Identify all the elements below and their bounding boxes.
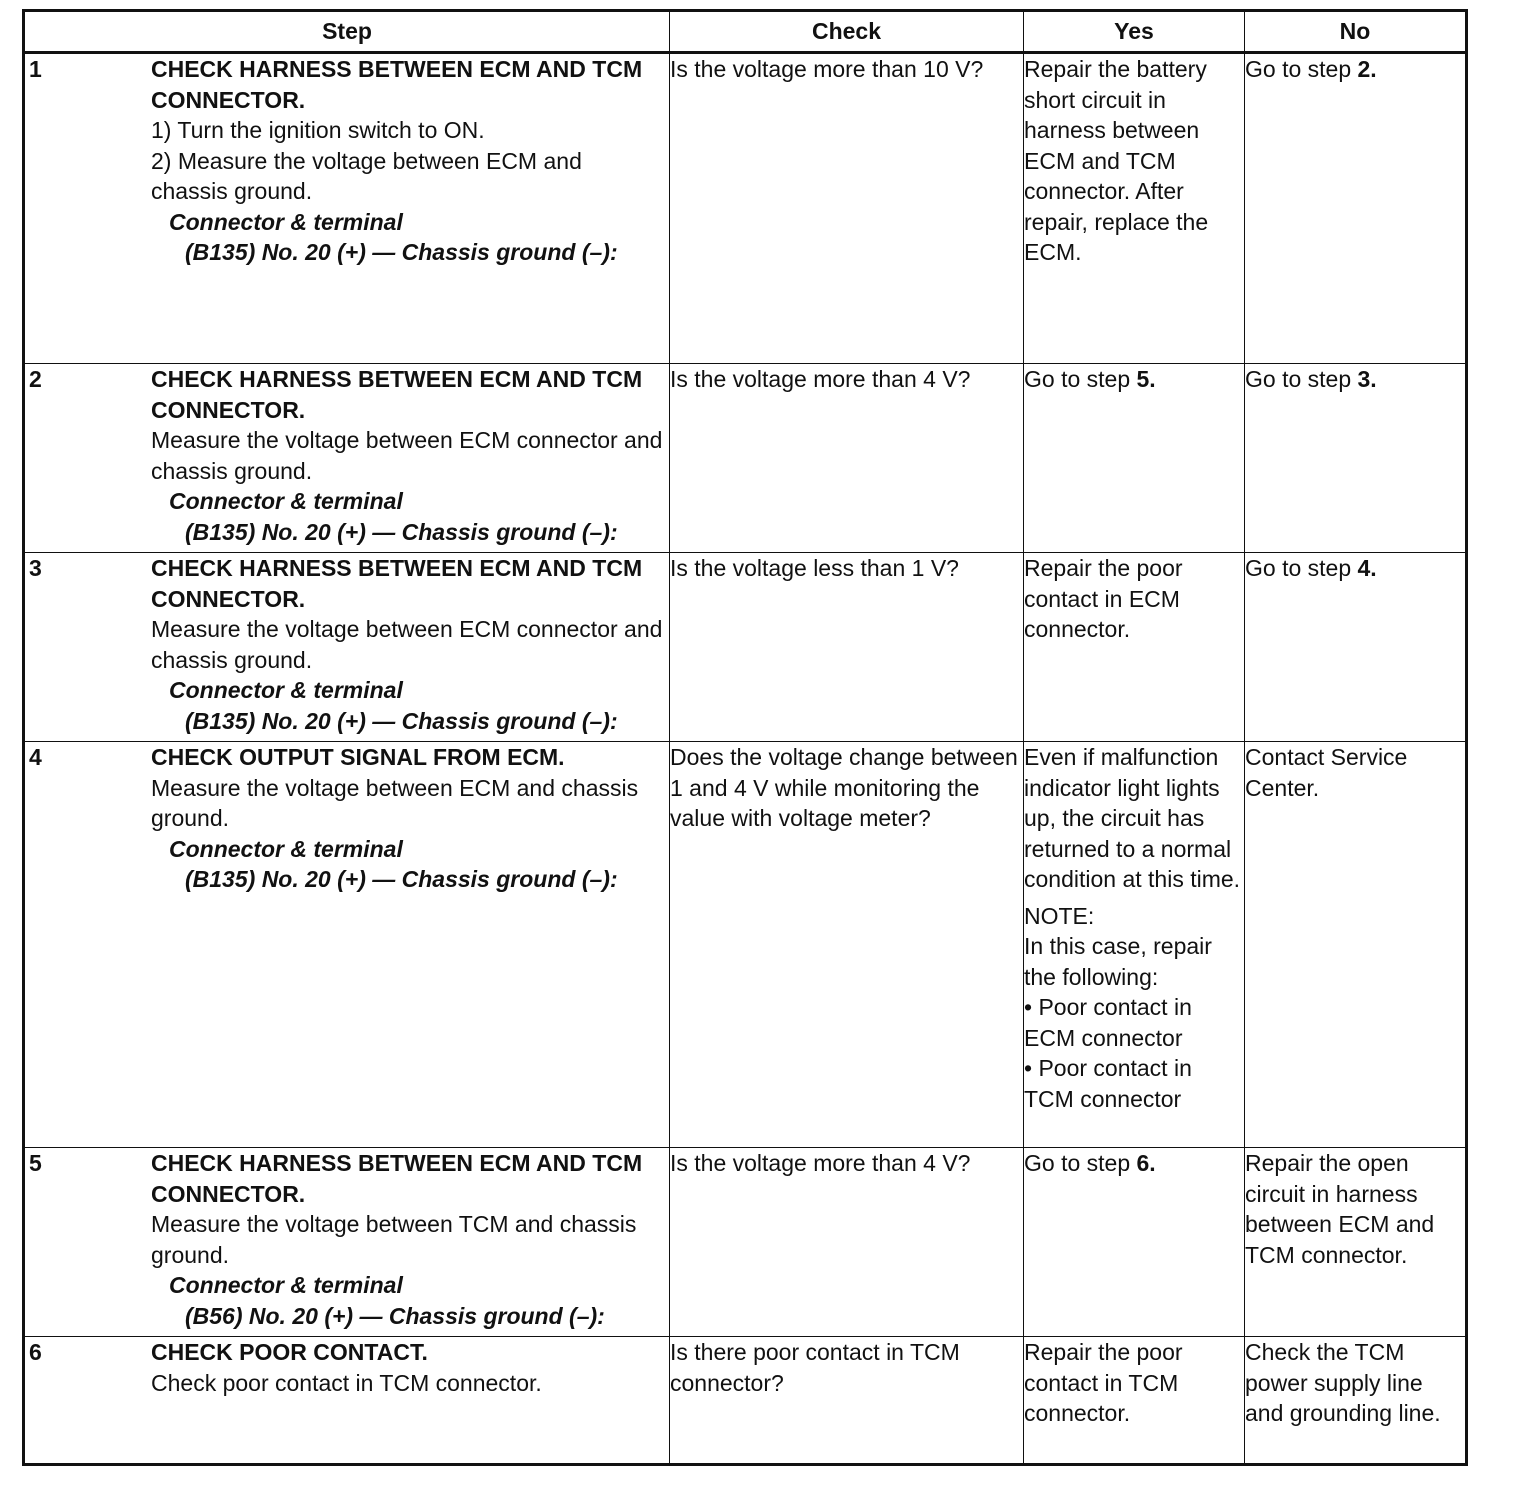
no-prefix: Go to step (1245, 56, 1358, 82)
no-cell: Repair the open circuit in harness between ECM and TCM connector. (1245, 1148, 1467, 1337)
table-row (24, 553, 1467, 742)
check-cell: Does the voltage change between 1 and 4 V while monitoring the value with voltage meter? (670, 742, 1024, 1148)
check-cell: Is the voltage more than 4 V? (670, 364, 1024, 553)
no-cell (1245, 364, 1467, 553)
step-number: 4 (29, 744, 42, 770)
yes-text: Even if malfunction indicator light lights up, the circuit has returned to a normal condition at this time. (1024, 744, 1241, 892)
yes-cell (1024, 364, 1245, 553)
no-step-ref: 3. (1357, 366, 1377, 392)
table-row (24, 53, 1467, 364)
yes-prefix: Go to step (1024, 366, 1137, 392)
step-cell (24, 53, 670, 364)
step-title: CHECK HARNESS BETWEEN ECM AND TCM CONNECTOR. (151, 56, 643, 113)
step-line: 2) Measure the voltage between ECM and chassis ground. (151, 147, 582, 204)
header-yes: Yes (1024, 11, 1245, 53)
table-row (24, 1337, 1467, 1465)
step-number: 1 (29, 56, 42, 82)
header-no: No (1245, 11, 1467, 53)
note-label: NOTE: (1024, 902, 1095, 929)
no-prefix: Go to step (1245, 555, 1358, 581)
step-title: CHECK HARNESS BETWEEN ECM AND TCM CONNECTOR. (151, 366, 643, 423)
step-line: Measure the voltage between ECM and chassis ground. (151, 774, 639, 831)
no-prefix: Go to step (1245, 366, 1358, 392)
step-cell (24, 1337, 670, 1465)
table-row (24, 1148, 1467, 1337)
step-number: 3 (29, 555, 42, 581)
table-row (24, 364, 1467, 553)
step-line: Check poor contact in TCM connector. (151, 1369, 542, 1396)
step-title: CHECK HARNESS BETWEEN ECM AND TCM CONNECTOR. (151, 1150, 643, 1207)
step-line: Measure the voltage between ECM connector and chassis ground. (151, 427, 663, 484)
check-cell: Is there poor contact in TCM connector? (670, 1337, 1024, 1465)
yes-step-ref: 5. (1136, 366, 1156, 392)
bullet-item: • Poor contact in ECM connector (1024, 994, 1192, 1051)
check-cell: Is the voltage more than 4 V? (670, 1148, 1024, 1337)
step-title: CHECK OUTPUT SIGNAL FROM ECM. (151, 744, 565, 770)
step-title: CHECK HARNESS BETWEEN ECM AND TCM CONNECTOR. (151, 555, 643, 612)
yes-step-ref: 6. (1136, 1150, 1156, 1176)
no-step-ref: 2. (1357, 56, 1377, 82)
bullet-item: • Poor contact in TCM connector (1024, 1055, 1192, 1112)
connector-terminal-label: Connector & terminal (169, 488, 403, 514)
connector-terminal-label: Connector & terminal (169, 1272, 403, 1298)
yes-prefix: Go to step (1024, 1150, 1137, 1176)
step-line: Measure the voltage between TCM and chassis ground. (151, 1211, 637, 1268)
step-number: 5 (29, 1150, 42, 1176)
step-cell (24, 553, 670, 742)
yes-cell: Repair the poor contact in TCM connector. (1024, 1337, 1245, 1465)
yes-cell (1024, 742, 1245, 1148)
step-cell (24, 1148, 670, 1337)
note-text: In this case, repair the following: (1024, 933, 1212, 990)
connector-terminal-value: (B56) No. 20 (+) — Chassis ground (–): (185, 1302, 605, 1329)
no-cell: Check the TCM power supply line and grounding line. (1245, 1337, 1467, 1465)
connector-terminal-label: Connector & terminal (169, 208, 403, 235)
header-check: Check (670, 11, 1024, 53)
step-number: 2 (29, 366, 42, 392)
step-cell (24, 742, 670, 1148)
yes-cell: Repair the poor contact in ECM connector. (1024, 553, 1245, 742)
no-step-ref: 4. (1357, 555, 1377, 581)
step-number: 6 (29, 1339, 42, 1365)
yes-cell (1024, 1148, 1245, 1337)
no-cell (1245, 553, 1467, 742)
header-row (24, 11, 1467, 53)
connector-terminal-value: (B135) No. 20 (+) — Chassis ground (–): (185, 239, 618, 265)
connector-terminal-label: Connector & terminal (169, 677, 403, 703)
connector-terminal-label: Connector & terminal (169, 835, 403, 862)
no-cell (1245, 53, 1467, 364)
diagnostic-table (22, 9, 1468, 1466)
yes-cell: Repair the battery short circuit in harness between ECM and TCM connector. After repair, replace the ECM. (1024, 53, 1245, 364)
connector-terminal-value: (B135) No. 20 (+) — Chassis ground (–): (185, 707, 618, 734)
step-cell (24, 364, 670, 553)
header-step: Step (24, 11, 670, 53)
step-title: CHECK POOR CONTACT. (151, 1339, 428, 1365)
table-row (24, 742, 1467, 1148)
check-cell: Is the voltage more than 10 V? (670, 53, 1024, 364)
check-cell: Is the voltage less than 1 V? (670, 553, 1024, 742)
connector-terminal-value: (B135) No. 20 (+) — Chassis ground (–): (185, 866, 618, 892)
connector-terminal-value: (B135) No. 20 (+) — Chassis ground (–): (185, 518, 618, 545)
step-line: Measure the voltage between ECM connector and chassis ground. (151, 616, 663, 673)
step-line: 1) Turn the ignition switch to ON. (151, 117, 485, 143)
no-cell: Contact Service Center. (1245, 742, 1467, 1148)
